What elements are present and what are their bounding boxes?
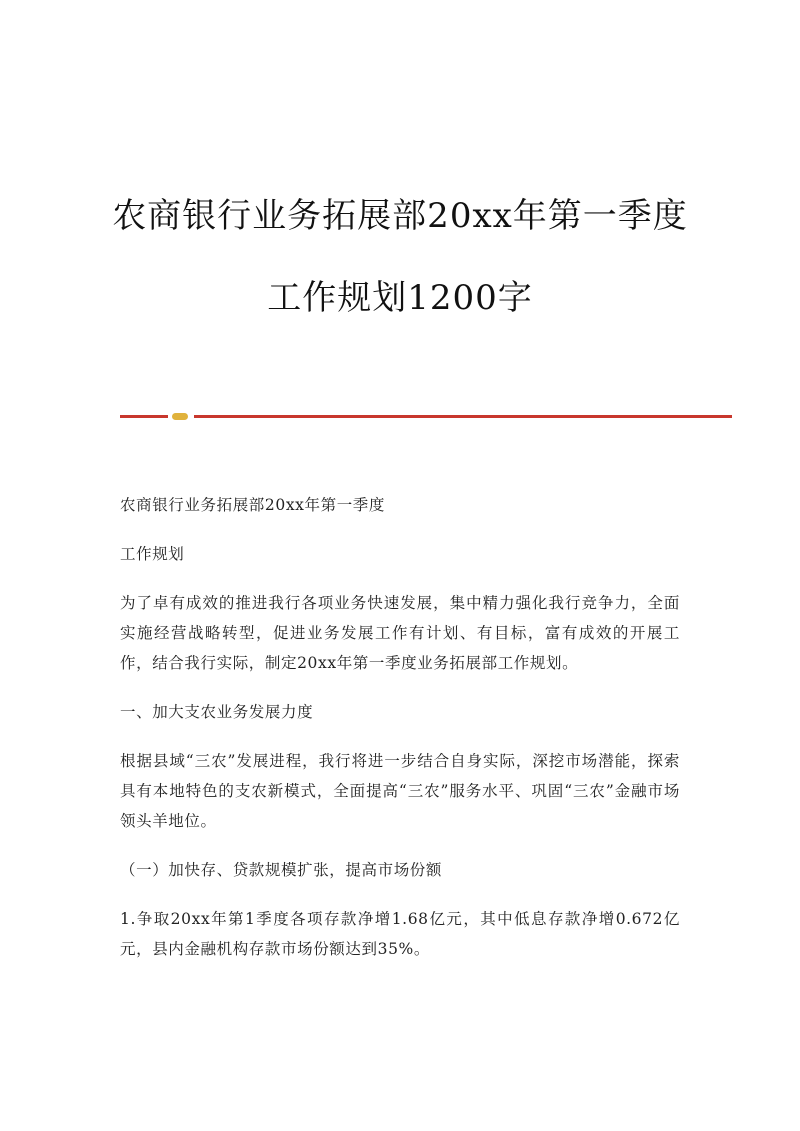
section-heading-1: 一、加大支农业务发展力度 xyxy=(120,703,314,721)
divider-ornament xyxy=(172,413,188,420)
document-title-line-1: 农商银行业务拓展部20xx年第一季度 xyxy=(112,196,688,236)
subtitle-line-2: 工作规划 xyxy=(120,545,185,563)
divider-bar-left xyxy=(120,415,168,418)
section-1-paragraph: 根据县域“三农”发展进程，我行将进一步结合自身实际，深挖市场潜能，探索具有本地特色的支农新模式，全面提高“三农”服务水平、巩固“三农”金融市场领头羊地位。 xyxy=(120,752,680,830)
item-1-paragraph: 1.争取20xx年第1季度各项存款净增1.68亿元，其中低息存款净增0.672亿元，县内金融机构存款市场份额达到35%。 xyxy=(120,910,680,958)
intro-paragraph: 为了卓有成效的推进我行各项业务快速发展，集中精力强化我行竞争力，全面实施经营战略转型，促进业务发展工作有计划、有目标，富有成效的开展工作，结合我行实际，制定20xx年第一季度业务拓展部工作规划。 xyxy=(120,594,680,672)
subtitle-line-1: 农商银行业务拓展部20xx年第一季度 xyxy=(120,496,386,514)
document-body xyxy=(120,490,680,983)
document-title-line-2: 工作规划1200字 xyxy=(267,278,533,318)
divider-bar-right xyxy=(194,415,732,418)
title-divider xyxy=(120,413,732,421)
subsection-heading-1: （一）加快存、贷款规模扩张，提高市场份额 xyxy=(120,861,443,879)
